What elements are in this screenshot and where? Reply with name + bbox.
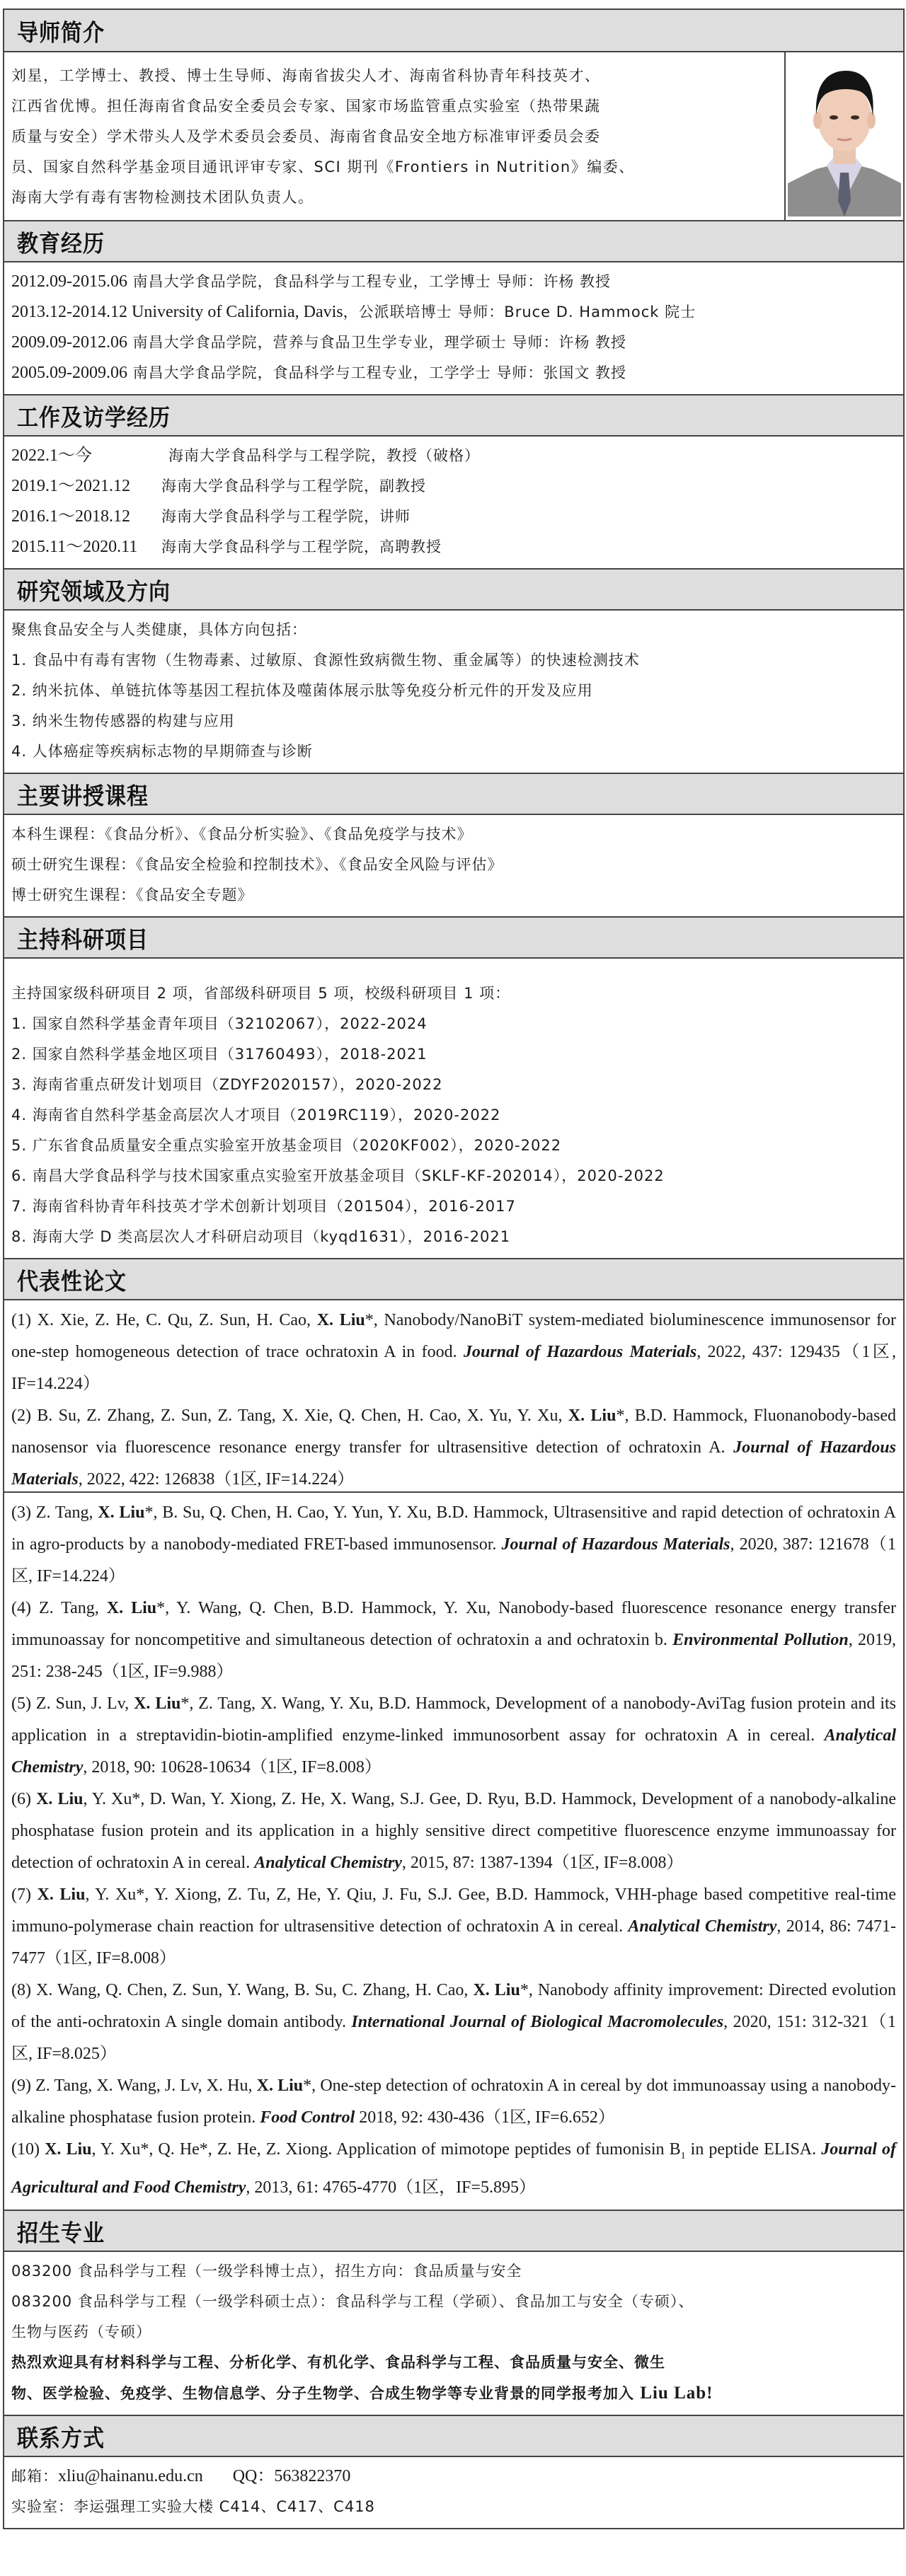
paper-journal: Journal of Agricultural and Food Chemistry <box>11 2140 896 2197</box>
work-date: 2022.1～今 <box>11 446 92 465</box>
paper-authors: (3) Z. Tang, <box>11 1503 98 1522</box>
paper-item <box>11 1593 896 1688</box>
work-text: 海南大学食品科学与工程学院，讲师 <box>161 508 411 525</box>
education-text: 南昌大学食品学院，营养与食品卫生学专业，理学硕士 导师：许杨 教授 <box>127 334 627 351</box>
work-date: 2019.1～2021.12 <box>11 477 130 495</box>
paper-title: *, Y. Wang, Q. Chen, B.D. Hammock, Y. Xu, Nanobody-based fluorescence resonance energy transfer immunoassay for noncompetitive and simultaneous detection of ochratoxin a and ochratoxin b. <box>11 1599 896 1649</box>
qq-label: QQ： <box>232 2466 275 2485</box>
paper-citation: , 2014, 86: 7471-7477（1区, IF=8.008） <box>11 1917 896 1968</box>
paper-authors: (9) Z. Tang, X. Wang, J. Lv, X. Hu, <box>11 2077 257 2095</box>
research-intro: 聚焦食品安全与人类健康，具体方向包括： <box>11 621 307 638</box>
enrollment-item: 083200 食品科学与工程（一级学科博士点），招生方向：食品质量与安全 <box>11 2262 522 2280</box>
paper-authors: (2) B. Su, Z. Zhang, Z. Sun, Z. Tang, X. Xie, Q. Chen, H. Cao, X. Yu, Y. Xu, <box>11 1407 568 1425</box>
paper-item <box>11 1784 896 1879</box>
course-item: 博士研究生课程：《食品安全专题》 <box>11 886 253 903</box>
research-item: 3. 纳米生物传感器的构建与应用 <box>11 712 235 729</box>
education-item <box>11 358 890 388</box>
education-date: 2013.12-2014.12 University of California, Davis <box>11 303 343 321</box>
education-date: 2009.09-2012.06 <box>11 333 127 352</box>
bio-line: 江西省优博。担任海南省食品安全委员会专家、国家市场监管重点实验室（热带果蔬 <box>11 98 601 115</box>
section-header-projects <box>4 916 903 959</box>
project-item: 7. 海南省科协青年科技英才学术创新计划项目（201504），2016-2017 <box>11 1198 516 1215</box>
project-list <box>4 959 903 1258</box>
paper-item <box>11 1879 896 1975</box>
paper-list-part-2 <box>4 1493 903 2210</box>
paper-authors: (4) Z. Tang, <box>11 1599 107 1617</box>
contact-line <box>11 2461 890 2492</box>
section-title: 工作及访学经历 <box>17 404 171 432</box>
work-date: 2016.1～2018.12 <box>11 507 130 526</box>
work-item <box>11 502 890 532</box>
contact-info <box>4 2457 903 2528</box>
paper-authors: (10) <box>11 2140 45 2159</box>
paper-self-author: X. Liu <box>106 1599 157 1617</box>
paper-authors: (7) <box>11 1885 38 1904</box>
profile-table-page-2 <box>3 1491 905 2529</box>
lab-address: 李运强理工实验大楼 C414、C417、C418 <box>74 2497 375 2515</box>
education-text: ，公派联培博士 导师：Bruce D. Hammock 院士 <box>343 304 696 320</box>
paper-title: *, B. Su, Q. Chen, H. Cao, Y. Yun, Y. Xu, B.D. Hammock, Ultrasensitive and rapid detection of ochratoxin A in agro-products by a nanobody-mediated FRET-based immunosensor. <box>11 1503 897 1554</box>
education-item <box>11 267 890 297</box>
paper-journal: Environmental Pollution <box>672 1631 849 1649</box>
paper-item <box>11 2134 896 2204</box>
section-header-enrollment <box>4 2210 903 2252</box>
section-header-work <box>4 394 903 437</box>
paper-journal: Food Control <box>260 2108 355 2127</box>
bio-line: 刘星，工学博士、教授、博士生导师、海南省拔尖人才、海南省科协青年科技英才、 <box>11 67 601 84</box>
paper-item <box>11 1975 896 2070</box>
project-item: 3. 海南省重点研发计划项目（ZDYF2020157），2020-2022 <box>11 1076 443 1093</box>
paper-title: *, One-step detection of ochratoxin A in cereal by dot immunoassay using a nanobody-alkaline phosphatase fusion protein. <box>11 2077 896 2127</box>
paper-authors: (8) X. Wang, Q. Chen, Z. Sun, Y. Wang, B. Su, C. Zhang, H. Cao, <box>11 1981 474 1999</box>
project-item: 6. 南昌大学食品科学与技术国家重点实验室开放基金项目（SKLF-KF-202014），2020-2022 <box>11 1167 665 1184</box>
subscript: 1 <box>680 2150 686 2161</box>
paper-list-part-1 <box>4 1300 903 1501</box>
work-list <box>4 437 903 568</box>
paper-citation: , 2022, 422: 126838（1区, IF=14.224） <box>78 1470 355 1489</box>
research-item: 4. 人体癌症等疾病标志物的早期筛查与诊断 <box>11 743 313 760</box>
paper-authors: (1) X. Xie, Z. He, C. Qu, Z. Sun, H. Cao, <box>11 1311 317 1329</box>
email-link[interactable]: xliu@hainanu.edu.cn <box>58 2466 203 2485</box>
research-list <box>4 611 903 773</box>
paper-self-author: X. Liu <box>134 1694 181 1713</box>
paper-self-author: X. Liu <box>36 1790 84 1808</box>
course-item: 硕士研究生课程：《食品安全检验和控制技术》、《食品安全风险与评估》 <box>11 856 503 873</box>
education-item <box>11 297 890 328</box>
contact-line <box>11 2492 890 2522</box>
paper-citation: 2018, 92: 430-436（1区, IF=6.652） <box>355 2108 615 2127</box>
paper-self-author: X. Liu <box>45 2140 92 2159</box>
work-item <box>11 532 890 562</box>
paper-item <box>11 1305 896 1400</box>
paper-journal: Analytical Chemistry <box>628 1917 777 1936</box>
paper-citation: , 2022, 437: 129435（1区, IF=14.224） <box>11 1343 897 1393</box>
welcome-line: 热烈欢迎具有材料科学与工程、分析化学、有机化学、食品科学与工程、食品质量与安全、微生 <box>11 2353 665 2371</box>
course-list <box>4 815 903 916</box>
paper-journal: Analytical Chemistry <box>254 1854 402 1872</box>
section-title: 代表性论文 <box>17 1268 127 1296</box>
section-header-courses <box>4 773 903 815</box>
paper-citation: , 2015, 87: 1387-1394（1区, IF=8.008） <box>401 1854 684 1872</box>
paper-self-author: X. Liu <box>316 1311 365 1329</box>
section-title: 教育经历 <box>17 230 105 258</box>
bio-text <box>4 52 784 220</box>
portrait-icon <box>788 59 901 216</box>
paper-citation: , 2020, 151: 312-321（1区, IF=8.025） <box>11 2013 896 2063</box>
paper-item <box>11 1400 896 1496</box>
section-title: 联系方式 <box>17 2425 105 2452</box>
bio-line: 海南大学有毒有害物检测技术团队负责人。 <box>11 189 314 206</box>
paper-journal: Analytical Chemistry <box>11 1726 896 1777</box>
paper-journal: International Journal of Biological Macromolecules <box>351 2013 724 2031</box>
section-title: 主要讲授课程 <box>17 782 149 811</box>
paper-journal: Journal of Hazardous Materials <box>501 1535 730 1554</box>
intro-row <box>4 52 903 220</box>
paper-title: , Y. Xu*, Q. He*, Z. He, Z. Xiong. Application of mimotope peptides of fumonisin B <box>91 2140 681 2159</box>
work-text: 海南大学食品科学与工程学院，副教授 <box>161 478 426 495</box>
education-text: 南昌大学食品学院，食品科学与工程专业，工学博士 导师：许杨 教授 <box>127 273 612 290</box>
paper-citation: , 2018, 90: 10628-10634（1区, IF=8.008） <box>83 1758 382 1777</box>
work-item <box>11 441 890 471</box>
research-item: 2. 纳米抗体、单链抗体等基因工程抗体及噬菌体展示肽等免疫分析元件的开发及应用 <box>11 682 593 699</box>
paper-journal: Journal of Hazardous Materials <box>11 1438 896 1489</box>
welcome-text: 物、医学检验、免疫学、生物信息学、分子生物学、合成生物学等专业背景的同学报考加入 <box>11 2384 641 2402</box>
section-title: 研究领域及方向 <box>17 578 171 606</box>
section-title: 主持科研项目 <box>17 926 149 954</box>
project-item: 4. 海南省自然科学基金高层次人才项目（2019RC119），2020-2022 <box>11 1107 501 1124</box>
paper-title: *, B.D. Hammock, Fluonanobody-based nanosensor via fluorescence resonance energy transfer for ultrasensitive detection of ochratoxin A. <box>11 1407 896 1457</box>
education-list <box>4 262 903 394</box>
paper-self-author: X. Liu <box>473 1981 520 1999</box>
research-item: 1. 食品中有毒有害物（生物毒素、过敏原、食源性致病微生物、重金属等）的快速检测技术 <box>11 652 640 669</box>
paper-citation: , 2013, 61: 4765-4770（1区，IF=5.895） <box>246 2178 536 2197</box>
project-item: 5. 广东省食品质量安全重点实验室开放基金项目（2020KF002），2020-2022 <box>11 1137 562 1154</box>
section-header-contact <box>4 2415 903 2457</box>
education-text: 南昌大学食品学院，食品科学与工程专业，工学学士 导师：张国文 教授 <box>127 364 627 381</box>
email-label: 邮箱： <box>11 2467 58 2485</box>
paper-item <box>11 2070 896 2134</box>
paper-title: *, Nanobody affinity improvement: Directed evolution of the anti-ochratoxin A single domain antibody. <box>11 1981 897 2031</box>
paper-self-author: X. Liu <box>568 1407 617 1425</box>
enrollment-list <box>4 2252 903 2415</box>
paper-title: , Y. Xu*, D. Wan, Y. Xiong, Z. He, X. Wang, S.J. Gee, D. Ryu, B.D. Hammock, Development of a nanobody-alkaline phosphatase fusion protein and its application in a highly sensitive direct competitive fluorescence enzyme immunoassay for detection of ochratoxin A in cereal. <box>11 1790 897 1872</box>
course-item: 本科生课程：《食品分析》、《食品分析实验》、《食品免疫学与技术》 <box>11 826 473 843</box>
project-item: 8. 海南大学 D 类高层次人才科研启动项目（kyqd1631），2016-2021 <box>11 1228 511 1245</box>
bio-line: 员、国家自然科学基金项目通讯评审专家、SCI 期刊《Frontiers in Nutrition》编委、 <box>11 158 635 175</box>
paper-title: *, Nanobody/NanoBiT system-mediated bioluminescence immunosensor for one-step homogeneous detection of trace ochratoxin A in food. <box>11 1311 897 1361</box>
paper-self-author: X. Liu <box>98 1503 145 1522</box>
paper-authors: (5) Z. Sun, J. Lv, <box>11 1694 134 1713</box>
lab-name: Liu Lab! <box>640 2383 713 2403</box>
paper-authors: (6) <box>11 1790 37 1808</box>
section-header-research <box>4 568 903 611</box>
enrollment-item: 083200 食品科学与工程（一级学科硕士点）：食品科学与工程（学硕）、食品加工与安全（专硕）、 <box>11 2292 694 2310</box>
work-item <box>11 471 890 502</box>
paper-journal: Journal of Hazardous Materials <box>463 1343 697 1361</box>
education-date: 2005.09-2009.06 <box>11 364 127 382</box>
project-item: 1. 国家自然科学基金青年项目（32102067），2022-2024 <box>11 1015 428 1032</box>
project-intro: 主持国家级科研项目 2 项，省部级科研项目 5 项，校级科研项目 1 项： <box>11 985 511 1002</box>
section-header-papers <box>4 1258 903 1300</box>
bio-line: 质量与安全）学术带头人及学术委员会委员、海南省食品安全地方标准审评委员会委 <box>11 128 601 145</box>
qq-number: 563822370 <box>274 2466 351 2485</box>
paper-citation: , 2020, 387: 121678（1区, IF=14.224） <box>11 1535 897 1586</box>
education-date: 2012.09-2015.06 <box>11 272 127 291</box>
paper-citation: , 2019, 251: 238-245（1区, IF=9.988） <box>11 1631 896 1681</box>
enrollment-item: 生物与医药（专硕） <box>11 2323 151 2340</box>
lab-label: 实验室： <box>11 2497 74 2515</box>
profile-table-page-1 <box>3 8 905 1503</box>
paper-item <box>11 1688 896 1784</box>
section-header-intro <box>4 10 903 52</box>
welcome-line <box>11 2378 890 2409</box>
paper-title: , Y. Xu*, Y. Xiong, Z. Tu, Z, He, Y. Qiu, J. Fu, S.J. Gee, B.D. Hammock, VHH-phage based competitive real-time immuno-polymerase chain reaction for ultrasensitive detection of ochratoxin A in cereal. <box>11 1885 897 1936</box>
portrait-photo <box>788 59 901 216</box>
project-item: 2. 国家自然科学基金地区项目（31760493），2018-2021 <box>11 1046 428 1063</box>
paper-self-author: X. Liu <box>37 1885 86 1904</box>
paper-title-cont: in peptide ELISA. <box>685 2140 822 2159</box>
section-title: 招生专业 <box>17 2219 105 2247</box>
section-header-education <box>4 220 903 262</box>
section-title: 导师简介 <box>17 19 105 47</box>
paper-self-author: X. Liu <box>256 2077 304 2095</box>
work-text: 海南大学食品科学与工程学院，高聘教授 <box>161 538 442 555</box>
photo-cell <box>784 52 903 220</box>
education-item <box>11 328 890 358</box>
work-text: 海南大学食品科学与工程学院，教授（破格） <box>168 447 480 464</box>
work-date: 2015.11～2020.11 <box>11 538 138 556</box>
paper-item <box>11 1497 896 1593</box>
paper-title: *, Z. Tang, X. Wang, Y. Xu, B.D. Hammock, Development of a nanobody-AviTag fusion protein and its application in a streptavidin-biotin-amplified enzyme-linked immunosorbent assay for ochratoxin A in cereal. <box>11 1694 896 1745</box>
